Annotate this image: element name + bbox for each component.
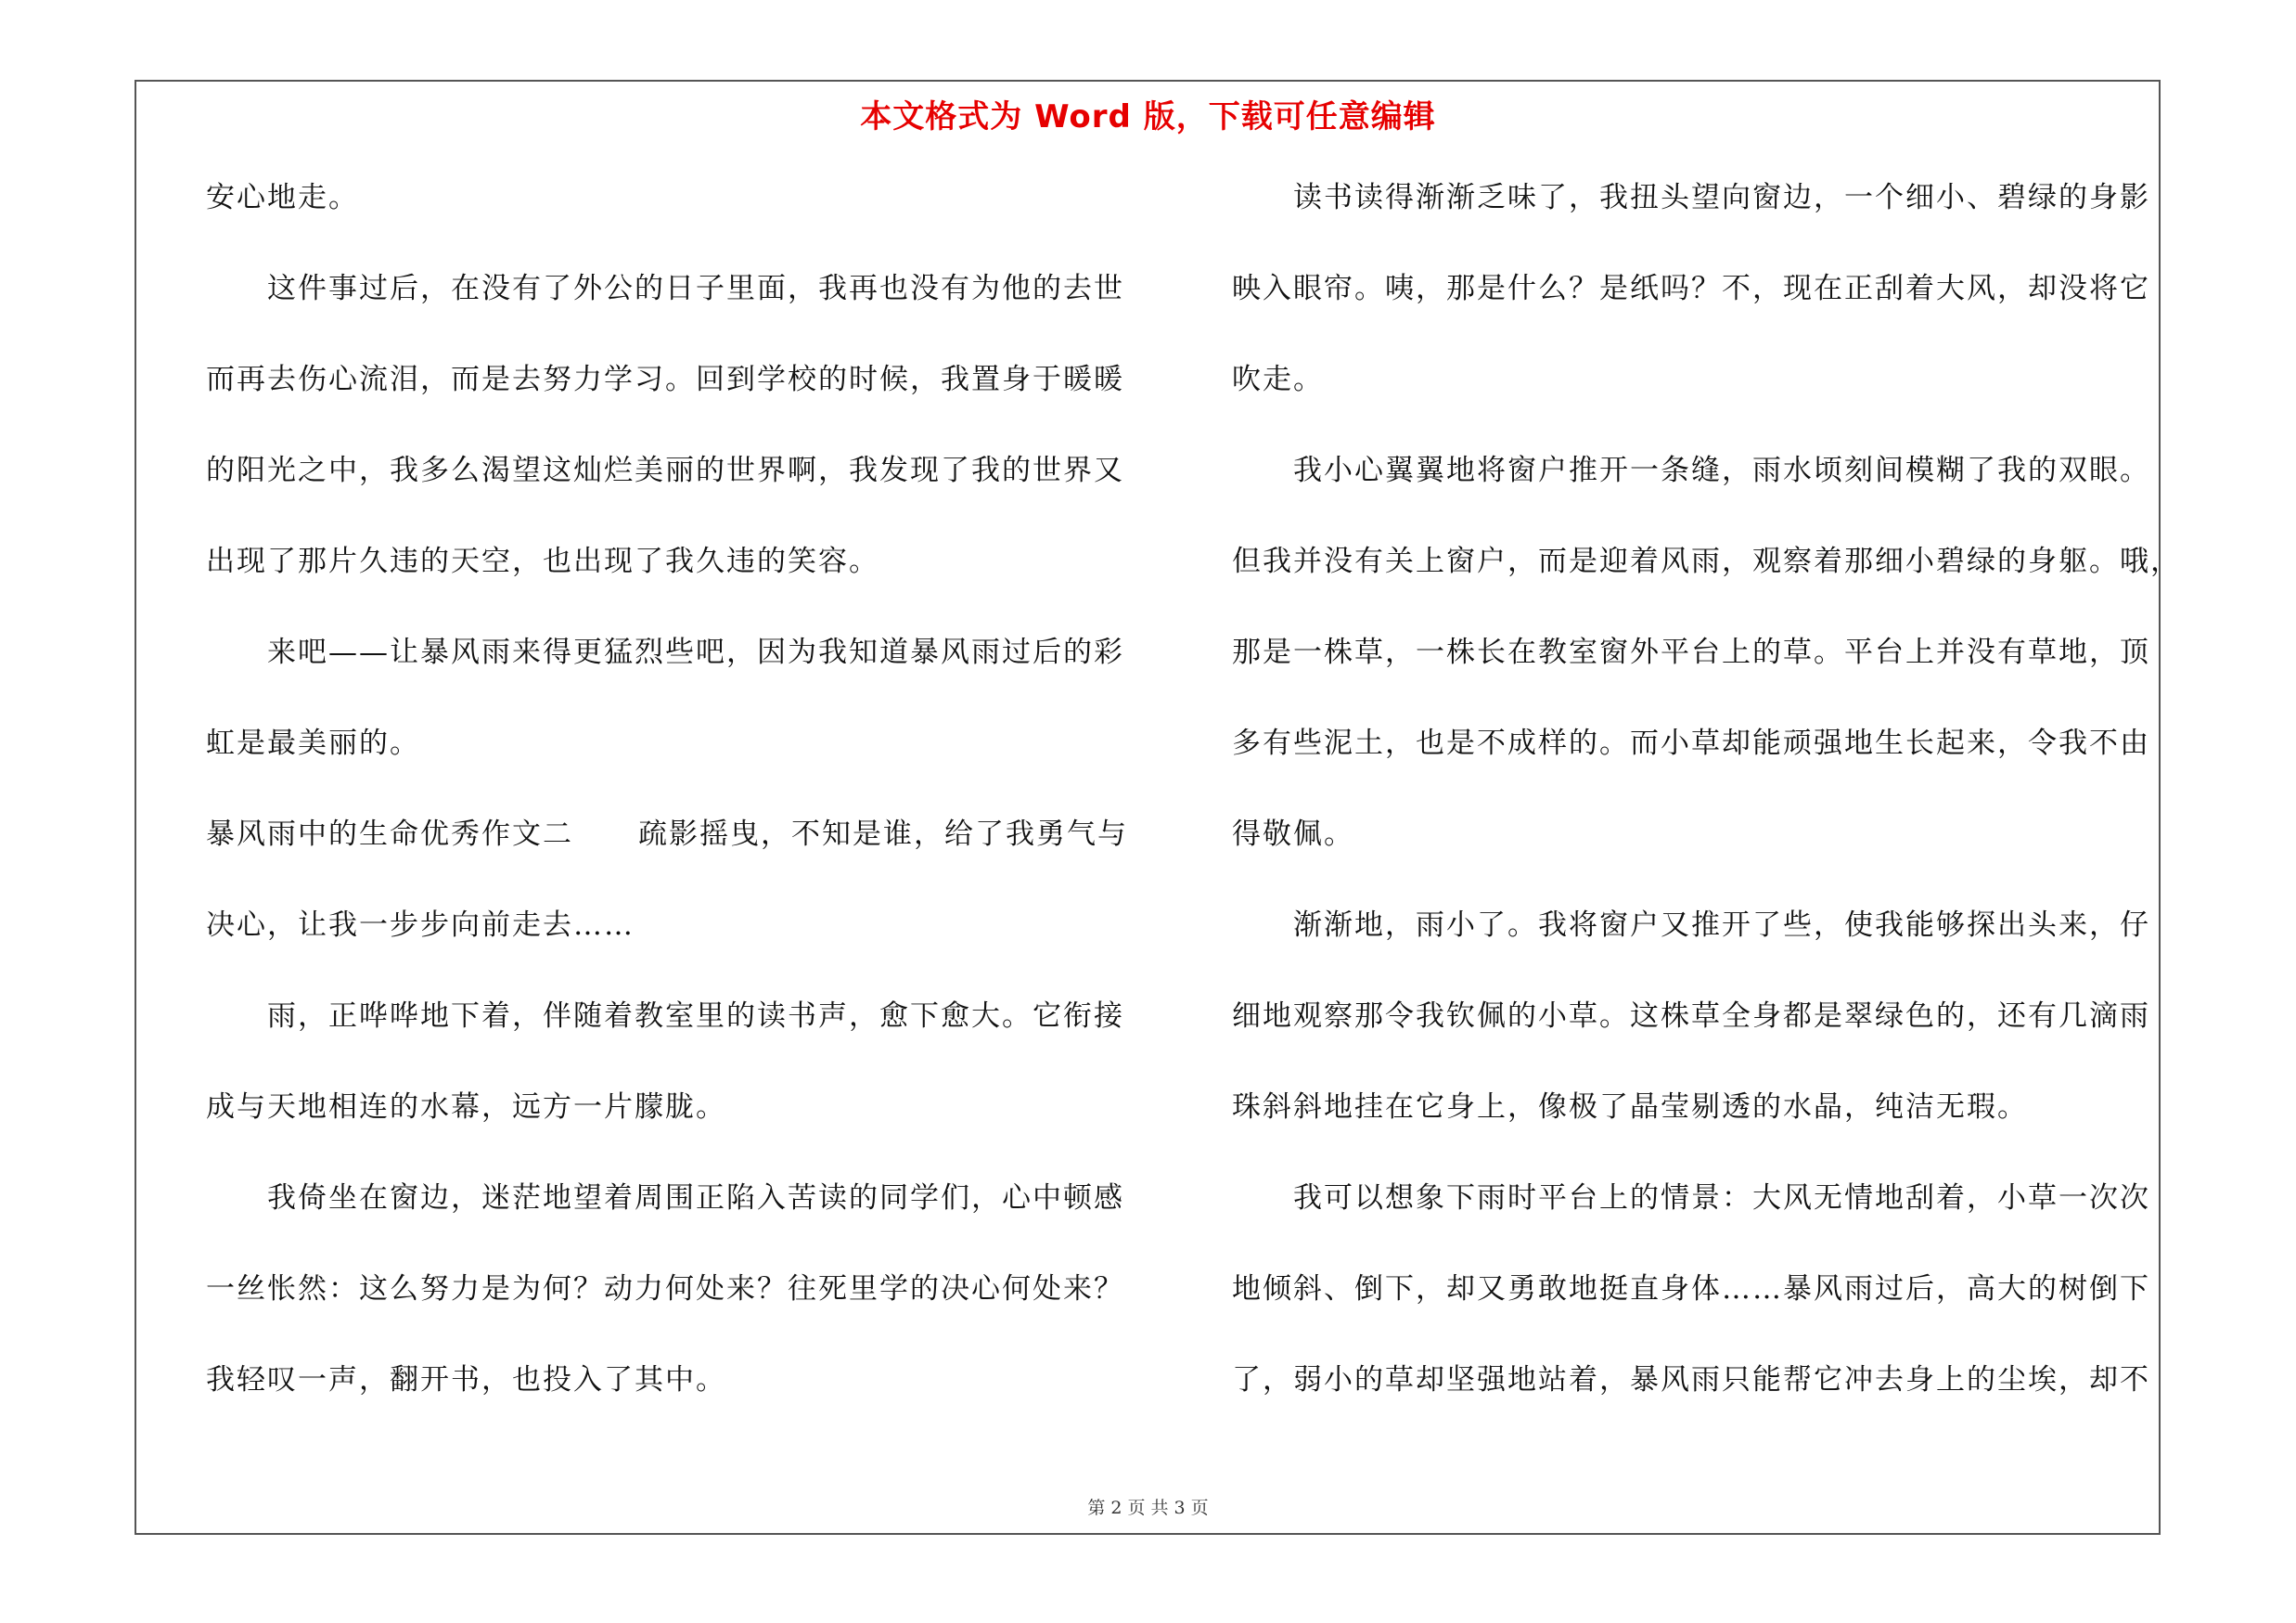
line-text: 而再去伤心流泪，而是去努力学习。回到学校的时候，我置身于暖暖 [206,363,1124,396]
line-text: 珠斜斜地挂在它身上，像极了晶莹剔透的水晶，纯洁无瑕。 [1232,1090,2028,1124]
text-line [206,818,1134,909]
text-line [1232,455,2160,546]
line-text: 虹是最美丽的。 [206,727,420,760]
text-line [206,546,1134,637]
text-line [206,1273,1134,1364]
format-banner: 本文格式为 Word 版，下载可任意编辑 [860,98,1436,135]
text-line [206,728,1134,818]
line-text: 出现了那片久违的天空，也出现了我久违的笑容。 [206,545,879,578]
line-text: 多有些泥土，也是不成样的。而小草却能顽强地生长起来，令我不由 [1232,727,2150,760]
line-text: 我倚坐在窗边，迷茫地望着周围正陷入苦读的同学们，心中顿感 [267,1181,1124,1215]
line-text: 渐渐地，雨小了。我将窗户又推开了些，使我能够探出头来，仔 [1293,908,2150,942]
text-line [206,1182,1134,1273]
text-line [1232,728,2160,818]
line-text: 决心，让我一步步向前走去…… [206,908,635,942]
line-text: 我小心翼翼地将窗户推开一条缝，雨水顷刻间模糊了我的双眼。 [1293,454,2150,487]
line-text: 这件事过后，在没有了外公的日子里面，我再也没有为他的去世 [267,272,1124,305]
line-text: 吹走。 [1232,363,1324,396]
line-text: 的阳光之中，我多么渴望这灿烂美丽的世界啊，我发现了我的世界又 [206,454,1124,487]
line-text: 了，弱小的草却坚强地站着，暴风雨只能帮它冲去身上的尘埃，却不 [1232,1363,2150,1397]
line-text: 地倾斜、倒下，却又勇敢地挺直身体……暴风雨过后，高大的树倒下 [1232,1272,2150,1306]
text-line [1232,818,2160,909]
line-text: 成与天地相连的水幕，远方一片朦胧。 [206,1090,726,1124]
text-line [1232,1091,2160,1182]
line-text: 一丝怅然：这么努力是为何？动力何处来？往死里学的决心何处来？ [206,1272,1124,1306]
line-text: 得敬佩。 [1232,818,1354,851]
text-line [1232,273,2160,364]
text-line [206,182,1134,273]
page-footer: 第 2 页 共 3 页 [1087,1498,1209,1518]
left-column [206,182,1134,1455]
text-line [1232,637,2160,728]
text-line [1232,1182,2160,1273]
text-line [206,1000,1134,1091]
text-line [1232,1000,2160,1091]
line-text: 来吧——让暴风雨来得更猛烈些吧，因为我知道暴风雨过后的彩 [267,636,1124,669]
line-text: 我可以想象下雨时平台上的情景：大风无情地刮着，小草一次次 [1293,1181,2150,1215]
line-text: 映入眼帘。咦，那是什么？是纸吗？不，现在正刮着大风，却没将它 [1232,272,2150,305]
line-text: 暴风雨中的生命优秀作文二 [206,818,573,851]
line-text: 细地观察那令我钦佩的小草。这株草全身都是翠绿色的，还有几滴雨 [1232,999,2150,1033]
text-line [1232,545,2181,637]
right-column [1232,181,2181,1455]
text-line [1232,909,2160,1000]
text-line [1232,1273,2160,1364]
line-text: 那是一株草，一株长在教室窗外平台上的草。平台上并没有草地，顶 [1232,636,2150,669]
text-line [206,909,1134,1000]
line-text: 我轻叹一声，翻开书，也投入了其中。 [206,1363,726,1397]
line-text: 雨，正哗哗地下着，伴随着教室里的读书声，愈下愈大。它衔接 [267,999,1124,1033]
line-text-tail: 疏影摇曳，不知是谁，给了我勇气与 [638,818,1128,851]
text-line [1232,1364,2160,1455]
text-line [206,637,1134,728]
line-text: 但我并没有关上窗户，而是迎着风雨，观察着那细小碧绿的身躯。哦， [1232,545,2181,578]
text-line [206,364,1134,455]
text-line [1232,364,2160,455]
text-line [206,455,1134,546]
text-line [206,273,1134,364]
text-line [1232,182,2160,273]
line-text: 安心地走。 [206,181,359,214]
line-text: 读书读得渐渐乏味了，我扭头望向窗边，一个细小、碧绿的身影 [1293,181,2150,214]
text-line [206,1091,1134,1182]
text-line [206,1364,1134,1455]
